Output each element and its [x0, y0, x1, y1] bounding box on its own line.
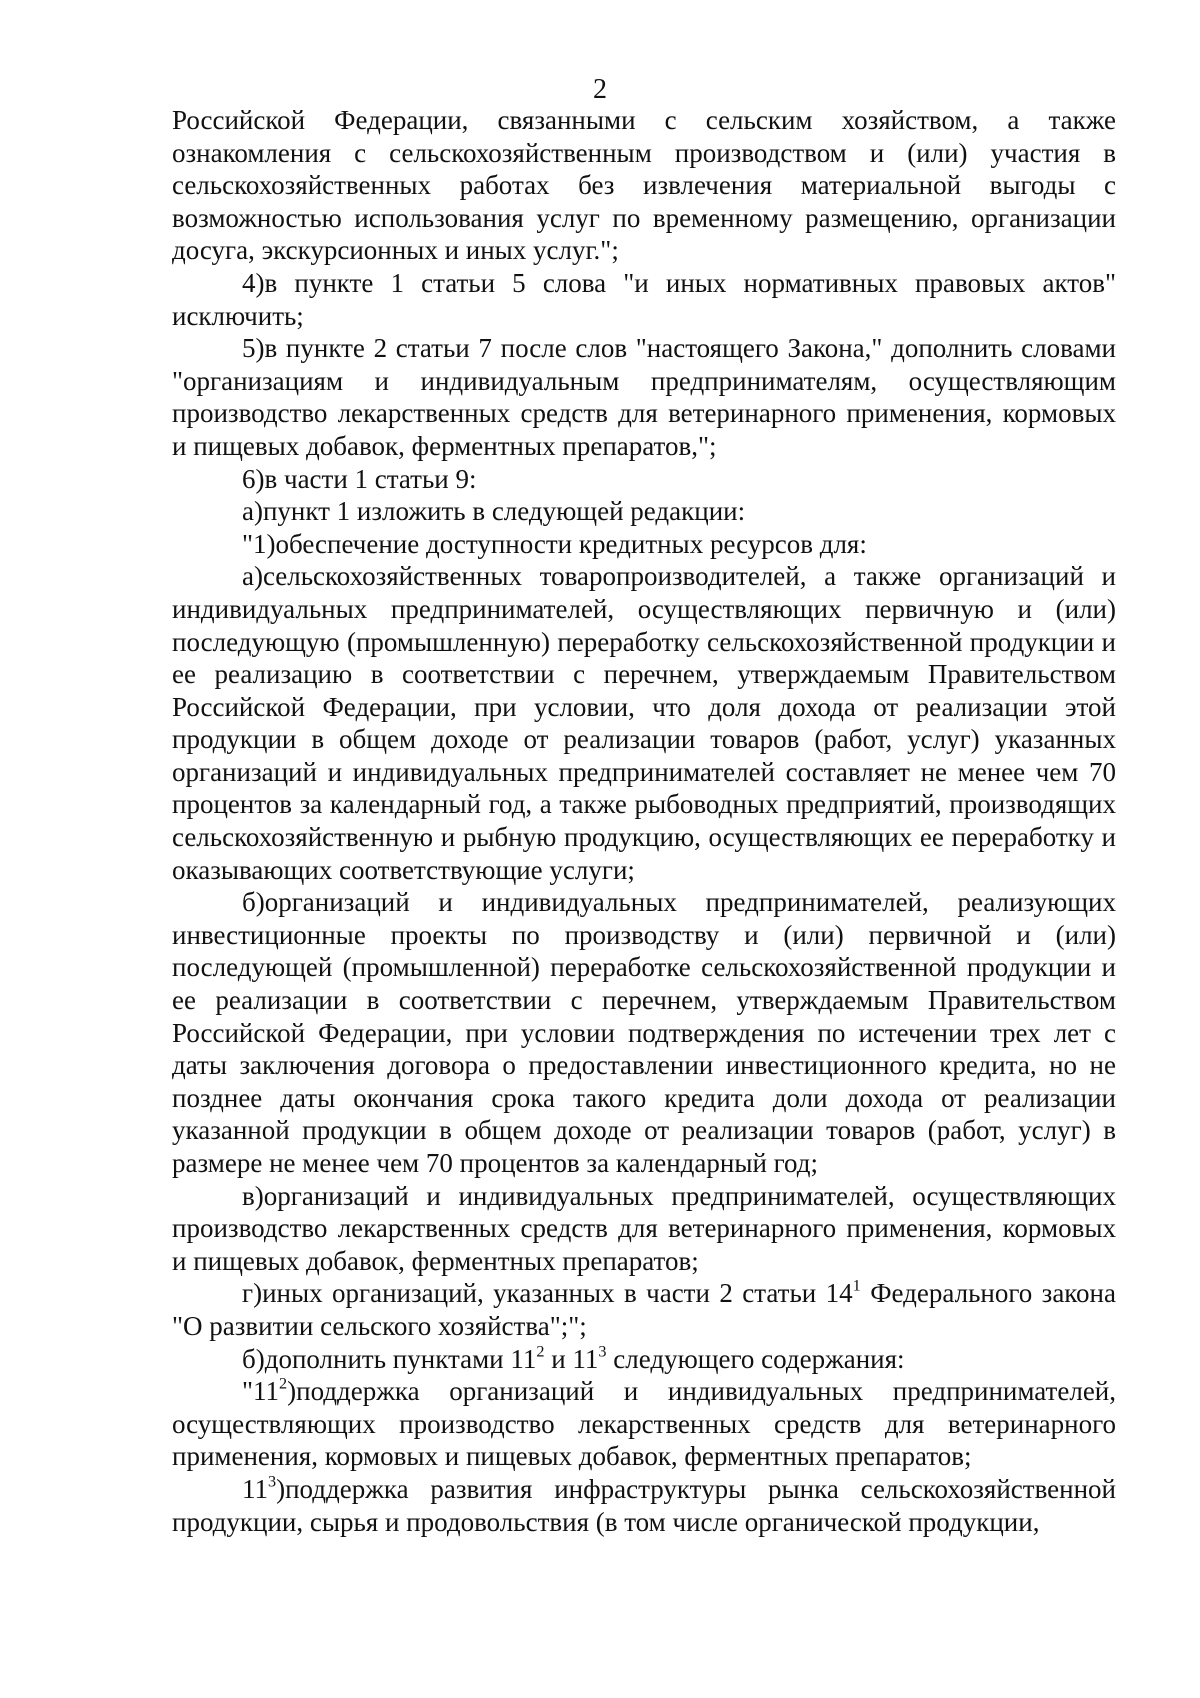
paragraph-text-after: и 11	[544, 1343, 599, 1374]
paragraph-item-5: 5)в пункте 2 статьи 7 после слов "настоящего Закона," дополнить словами "организациям и индивидуальным предпринимателям, осуществляющим производство лекарственных средств для ветеринарного применения, кормовых и пищевых добавок, ферментных препаратов,";	[172, 333, 1116, 461]
paragraph-item-6: 6)в части 1 статьи 9:	[242, 463, 477, 494]
paragraph-item-6a: а)пункт 1 изложить в следующей редакции:	[242, 496, 746, 527]
paragraph-subpoint-g	[172, 1277, 1116, 1342]
superscript: 3	[268, 1472, 277, 1491]
superscript: 1	[852, 1277, 861, 1296]
paragraph-point-11-2	[172, 1375, 1116, 1473]
paragraph-text: г)иных организаций, указанных в части 2 статьи 14	[242, 1278, 853, 1309]
page-number: 2	[593, 74, 607, 105]
superscript: 2	[279, 1374, 288, 1393]
paragraph-text-after: Федерального закона "О развитии сельского хозяйства";";	[172, 1278, 1116, 1341]
paragraph-continuation: Российской Федерации, связанными с сельским хозяйством, а также ознакомления с сельскохозяйственным производством и (или) участия в сельскохозяйственных работах без извлечения материальной выгоды с возможностью использования услуг по временному размещению, организации досуга, экскурсионных и иных услуг.";	[172, 105, 1116, 266]
paragraph-text-after: следующего содержания:	[606, 1343, 905, 1374]
superscript: 2	[536, 1342, 545, 1361]
superscript: 3	[598, 1342, 607, 1361]
paragraph-point-11-3	[172, 1473, 1116, 1538]
paragraph-subpoint-b: б)организаций и индивидуальных предпринимателей, реализующих инвестиционные проекты по производству и (или) первичной и (или) последующей (промышленной) переработке сельскохозяйственной продукции и ее реализации в соответствии с перечнем, утверждаемым Правительством Российской Федерации, при условии подтверждения по истечении трех лет с даты заключения договора о предоставлении инвестиционного кредита, но не позднее даты окончания срока такого кредита доли дохода от реализации указанной продукции в общем доходе от реализации товаров (работ, услуг) в размере не менее чем 70 процентов за календарный год;	[172, 887, 1116, 1178]
paragraph-new-point-1: "1)обеспечение доступности кредитных ресурсов для:	[242, 528, 867, 559]
paragraph-subpoint-v: в)организаций и индивидуальных предпринимателей, осуществляющих производство лекарственных средств для ветеринарного применения, кормовых и пищевых добавок, ферментных препаратов;	[172, 1180, 1116, 1276]
paragraph-subpoint-a: а)сельскохозяйственных товаропроизводителей, а также организаций и индивидуальных предпринимателей, осуществляющих первичную и (или) последующую (промышленную) переработку сельскохозяйственной продукции и ее реализацию в соответствии с перечнем, утверждаемым Правительством Российской Федерации, при условии, что доля дохода от реализации этой продукции в общем доходе от реализации товаров (работ, услуг) указанных организаций и индивидуальных предпринимателей составляет не менее чем 70 процентов за календарный год, а также рыбоводных предприятий, производящих сельскохозяйственную и рыбную продукцию, осуществляющих ее переработку и оказывающих соответствующие услуги;	[172, 561, 1116, 885]
paragraph-item-6b	[172, 1343, 1116, 1376]
paragraph-text: "11	[242, 1376, 280, 1407]
paragraph-text-after: )поддержка организаций и индивидуальных предпринимателей, осуществляющих производство лекарственных средств для ветеринарного применения, кормовых и пищевых добавок, ферментных препаратов;	[172, 1376, 1116, 1472]
paragraph-text-after: )поддержка развития инфраструктуры рынка сельскохозяйственной продукции, сырья и продовольствия (в том числе органической продукции,	[172, 1473, 1116, 1537]
paragraph-item-4: 4)в пункте 1 статьи 5 слова "и иных нормативных правовых актов" исключить;	[172, 267, 1116, 331]
document-body	[172, 104, 1116, 1538]
paragraph-text: 11	[242, 1473, 268, 1504]
paragraph-text: б)дополнить пунктами 11	[242, 1343, 537, 1374]
